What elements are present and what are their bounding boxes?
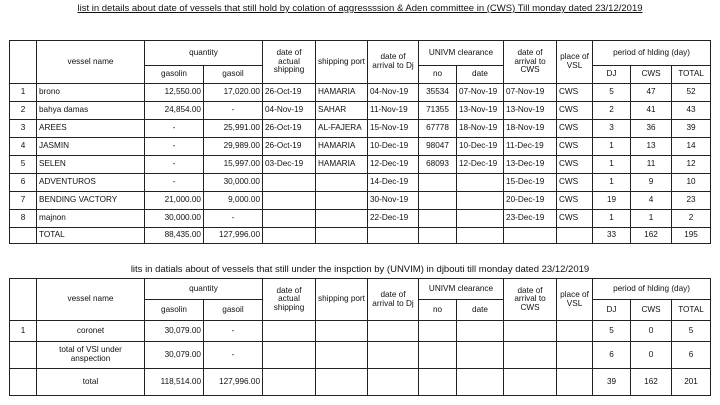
total-label: TOTAL <box>37 228 145 244</box>
t2-col-vessel-name: vessel name <box>37 279 145 321</box>
t2-row <box>10 342 711 369</box>
row-number: 2 <box>10 102 37 120</box>
row-number: 8 <box>10 210 37 228</box>
gasolin-value: 21,000.00 <box>145 192 204 210</box>
days-total: 2 <box>672 210 711 228</box>
gasolin-value: 12,550.00 <box>145 84 204 102</box>
arrival-dj: 12-Dec-19 <box>368 156 419 174</box>
row-number: 6 <box>10 174 37 192</box>
t2-row-number: 1 <box>10 321 37 342</box>
t2-col-total: TOTAL <box>672 300 711 321</box>
clearance-no: 35534 <box>419 84 457 102</box>
clearance-date <box>457 192 504 210</box>
gasoil-value: 17,020.00 <box>204 84 263 102</box>
t2-total-label: total <box>37 369 145 396</box>
shipping-port <box>316 210 368 228</box>
table2-total-row <box>10 369 711 396</box>
row-number: 5 <box>10 156 37 174</box>
t2-gasolin: 30,079.00 <box>145 321 204 342</box>
arrival-cws: 18-Nov-19 <box>504 120 557 138</box>
shipping-date: 26-Oct-19 <box>263 138 316 156</box>
col-total: TOTAL <box>672 66 711 84</box>
t2-total-dj: 39 <box>593 369 631 396</box>
col-vessel-name: vessel name <box>37 41 145 84</box>
gasolin-value: 30,000.00 <box>145 210 204 228</box>
row-number: 3 <box>10 120 37 138</box>
t2-gasoil: - <box>204 342 263 369</box>
days-total: 39 <box>672 120 711 138</box>
arrival-cws: 13-Nov-19 <box>504 102 557 120</box>
vessel-name: JASMIN <box>37 138 145 156</box>
unvim-vessels-table <box>9 278 711 396</box>
t2-total-gasolin: 118,514.00 <box>145 369 204 396</box>
days-dj: 19 <box>593 192 631 210</box>
shipping-date <box>263 210 316 228</box>
days-total: 10 <box>672 174 711 192</box>
shipping-date: 04-Nov-19 <box>263 102 316 120</box>
col-shipping-port: shipping port <box>316 41 368 84</box>
vessel-name: BENDING VACTORY <box>37 192 145 210</box>
t2-col-clearance-no: no <box>419 300 457 321</box>
days-total: 14 <box>672 138 711 156</box>
arrival-dj: 30-Nov-19 <box>368 192 419 210</box>
t2-vessel-name: coronet <box>37 321 145 342</box>
t2-col-date-arrival-dj: date of arrival to Dj <box>368 279 419 321</box>
arrival-cws: 07-Nov-19 <box>504 84 557 102</box>
place-vsl: CWS <box>557 174 593 192</box>
place-vsl: CWS <box>557 192 593 210</box>
vessel-name: SELEN <box>37 156 145 174</box>
t2-col-date-actual-shipping: date of actual shipping <box>263 279 316 321</box>
row-number: 1 <box>10 84 37 102</box>
total-gasoil: 127,996.00 <box>204 228 263 244</box>
clearance-date: 07-Nov-19 <box>457 84 504 102</box>
gasolin-value: - <box>145 156 204 174</box>
t2-col-period: period of hlding (day) <box>593 279 711 300</box>
gasoil-value: - <box>204 210 263 228</box>
gasolin-value: - <box>145 120 204 138</box>
t2-col-univm-clearance: UNIVM clearance <box>419 279 504 300</box>
days-dj: 1 <box>593 138 631 156</box>
clearance-no <box>419 192 457 210</box>
vessel-name: ADVENTUROS <box>37 174 145 192</box>
col-cws: CWS <box>631 66 672 84</box>
shipping-port <box>316 192 368 210</box>
col-gasoil: gasoil <box>204 66 263 84</box>
table1-total-row <box>10 228 711 244</box>
table-row <box>10 156 711 174</box>
col-clearance-no: no <box>419 66 457 84</box>
cws-vessels-table <box>9 40 711 244</box>
t2-col-gasolin: gasolin <box>145 300 204 321</box>
gasoil-value: 9,000.00 <box>204 192 263 210</box>
t2-cws: 0 <box>631 321 672 342</box>
report-title-cws: list in details about date of vessels that still hold by colation of aggressssion & Aden committee in (CWS) Till monday dated 23/12/2019 <box>77 3 643 14</box>
arrival-cws: 23-Dec-19 <box>504 210 557 228</box>
shipping-date <box>263 174 316 192</box>
col-place-vsl: place of VSL <box>557 41 593 84</box>
t2-total-gasoil: 127,996.00 <box>204 369 263 396</box>
t2-total-total: 201 <box>672 369 711 396</box>
t2-col-dj: DJ <box>593 300 631 321</box>
days-cws: 41 <box>631 102 672 120</box>
days-total: 23 <box>672 192 711 210</box>
t2-cws: 0 <box>631 342 672 369</box>
arrival-dj: 14-Dec-19 <box>368 174 419 192</box>
days-total: 43 <box>672 102 711 120</box>
clearance-no <box>419 174 457 192</box>
t2-total: 6 <box>672 342 711 369</box>
gasoil-value: - <box>204 102 263 120</box>
arrival-cws: 11-Dec-19 <box>504 138 557 156</box>
days-dj: 1 <box>593 210 631 228</box>
clearance-no: 67778 <box>419 120 457 138</box>
table-row <box>10 120 711 138</box>
arrival-dj: 22-Dec-19 <box>368 210 419 228</box>
t2-header-row-1 <box>10 279 711 300</box>
col-period: period of hlding (day) <box>593 41 711 66</box>
gasoil-value: 30,000.00 <box>204 174 263 192</box>
days-dj: 5 <box>593 84 631 102</box>
col-univm-clearance: UNIVM clearance <box>419 41 504 66</box>
shipping-date: 03-Dec-19 <box>263 156 316 174</box>
col-date-arrival-dj: date of arrival to Dj <box>368 41 419 84</box>
col-dj: DJ <box>593 66 631 84</box>
row-number: 4 <box>10 138 37 156</box>
t2-row-number <box>10 342 37 369</box>
days-dj: 3 <box>593 120 631 138</box>
gasolin-value: - <box>145 138 204 156</box>
clearance-no: 68093 <box>419 156 457 174</box>
clearance-date: 18-Nov-19 <box>457 120 504 138</box>
shipping-date: 26-Oct-19 <box>263 84 316 102</box>
table-row <box>10 192 711 210</box>
arrival-dj: 11-Nov-19 <box>368 102 419 120</box>
vessel-name: brono <box>37 84 145 102</box>
vessel-name: majnon <box>37 210 145 228</box>
arrival-dj: 10-Dec-19 <box>368 138 419 156</box>
clearance-date <box>457 174 504 192</box>
t2-col-quantity: quantity <box>145 279 263 300</box>
clearance-no: 71355 <box>419 102 457 120</box>
total-gasolin: 88,435.00 <box>145 228 204 244</box>
arrival-dj: 04-Nov-19 <box>368 84 419 102</box>
col-gasolin: gasolin <box>145 66 204 84</box>
table-row <box>10 102 711 120</box>
clearance-date: 12-Dec-19 <box>457 156 504 174</box>
days-cws: 47 <box>631 84 672 102</box>
report-title-unvim: lits in datials about of vessels that still under the inspction by (UNVIM) in djbouti till monday dated 23/12/2019 <box>130 264 590 275</box>
t2-col-place-vsl: place of VSL <box>557 279 593 321</box>
shipping-port: HAMARIA <box>316 138 368 156</box>
arrival-dj: 15-Nov-19 <box>368 120 419 138</box>
clearance-no: 98047 <box>419 138 457 156</box>
arrival-cws: 20-Dec-19 <box>504 192 557 210</box>
t2-col-gasoil: gasoil <box>204 300 263 321</box>
t2-total-cws: 162 <box>631 369 672 396</box>
shipping-port: SAHAR <box>316 102 368 120</box>
t2-col-clearance-date: date <box>457 300 504 321</box>
t2-col-date-arrival-cws: date of arrival to CWS <box>504 279 557 321</box>
days-dj: 2 <box>593 102 631 120</box>
t2-gasoil: - <box>204 321 263 342</box>
place-vsl: CWS <box>557 156 593 174</box>
shipping-port <box>316 174 368 192</box>
total-cws: 162 <box>631 228 672 244</box>
gasolin-value: 24,854.00 <box>145 102 204 120</box>
place-vsl: CWS <box>557 102 593 120</box>
gasoil-value: 29,989.00 <box>204 138 263 156</box>
days-total: 52 <box>672 84 711 102</box>
clearance-date: 13-Nov-19 <box>457 102 504 120</box>
table-row <box>10 84 711 102</box>
t2-dj: 6 <box>593 342 631 369</box>
days-cws: 4 <box>631 192 672 210</box>
days-cws: 1 <box>631 210 672 228</box>
shipping-port: HAMARIA <box>316 156 368 174</box>
place-vsl: CWS <box>557 84 593 102</box>
table-row <box>10 210 711 228</box>
t2-gasolin: 30,079.00 <box>145 342 204 369</box>
t2-total: 5 <box>672 321 711 342</box>
days-cws: 9 <box>631 174 672 192</box>
clearance-date: 10-Dec-19 <box>457 138 504 156</box>
col-date-actual-shipping: date of actual shipping <box>263 41 316 84</box>
place-vsl: CWS <box>557 138 593 156</box>
days-cws: 36 <box>631 120 672 138</box>
table-row <box>10 138 711 156</box>
place-vsl: CWS <box>557 120 593 138</box>
gasolin-value: - <box>145 174 204 192</box>
t2-col-shipping-port: shipping port <box>316 279 368 321</box>
shipping-date: 26-Oct-19 <box>263 120 316 138</box>
t2-row <box>10 321 711 342</box>
clearance-no <box>419 210 457 228</box>
total-dj: 33 <box>593 228 631 244</box>
t2-col-cws: CWS <box>631 300 672 321</box>
col-date-arrival-cws: date of arrival to CWS <box>504 41 557 84</box>
row-number: 7 <box>10 192 37 210</box>
header-row-1 <box>10 41 711 66</box>
gasoil-value: 15,997.00 <box>204 156 263 174</box>
arrival-cws: 13-Dec-19 <box>504 156 557 174</box>
vessel-name: bahya damas <box>37 102 145 120</box>
shipping-date <box>263 192 316 210</box>
t2-dj: 5 <box>593 321 631 342</box>
days-total: 12 <box>672 156 711 174</box>
clearance-date <box>457 210 504 228</box>
shipping-port: HAMARIA <box>316 84 368 102</box>
gasoil-value: 25,991.00 <box>204 120 263 138</box>
col-quantity: quantity <box>145 41 263 66</box>
days-dj: 1 <box>593 156 631 174</box>
shipping-port: AL-FAJERA <box>316 120 368 138</box>
col-clearance-date: date <box>457 66 504 84</box>
t2-vessel-name: total of VSl under anspection <box>37 342 145 369</box>
days-cws: 13 <box>631 138 672 156</box>
days-cws: 11 <box>631 156 672 174</box>
arrival-cws: 15-Dec-19 <box>504 174 557 192</box>
days-dj: 1 <box>593 174 631 192</box>
place-vsl: CWS <box>557 210 593 228</box>
vessel-name: AREES <box>37 120 145 138</box>
total-total: 195 <box>672 228 711 244</box>
table-row <box>10 174 711 192</box>
